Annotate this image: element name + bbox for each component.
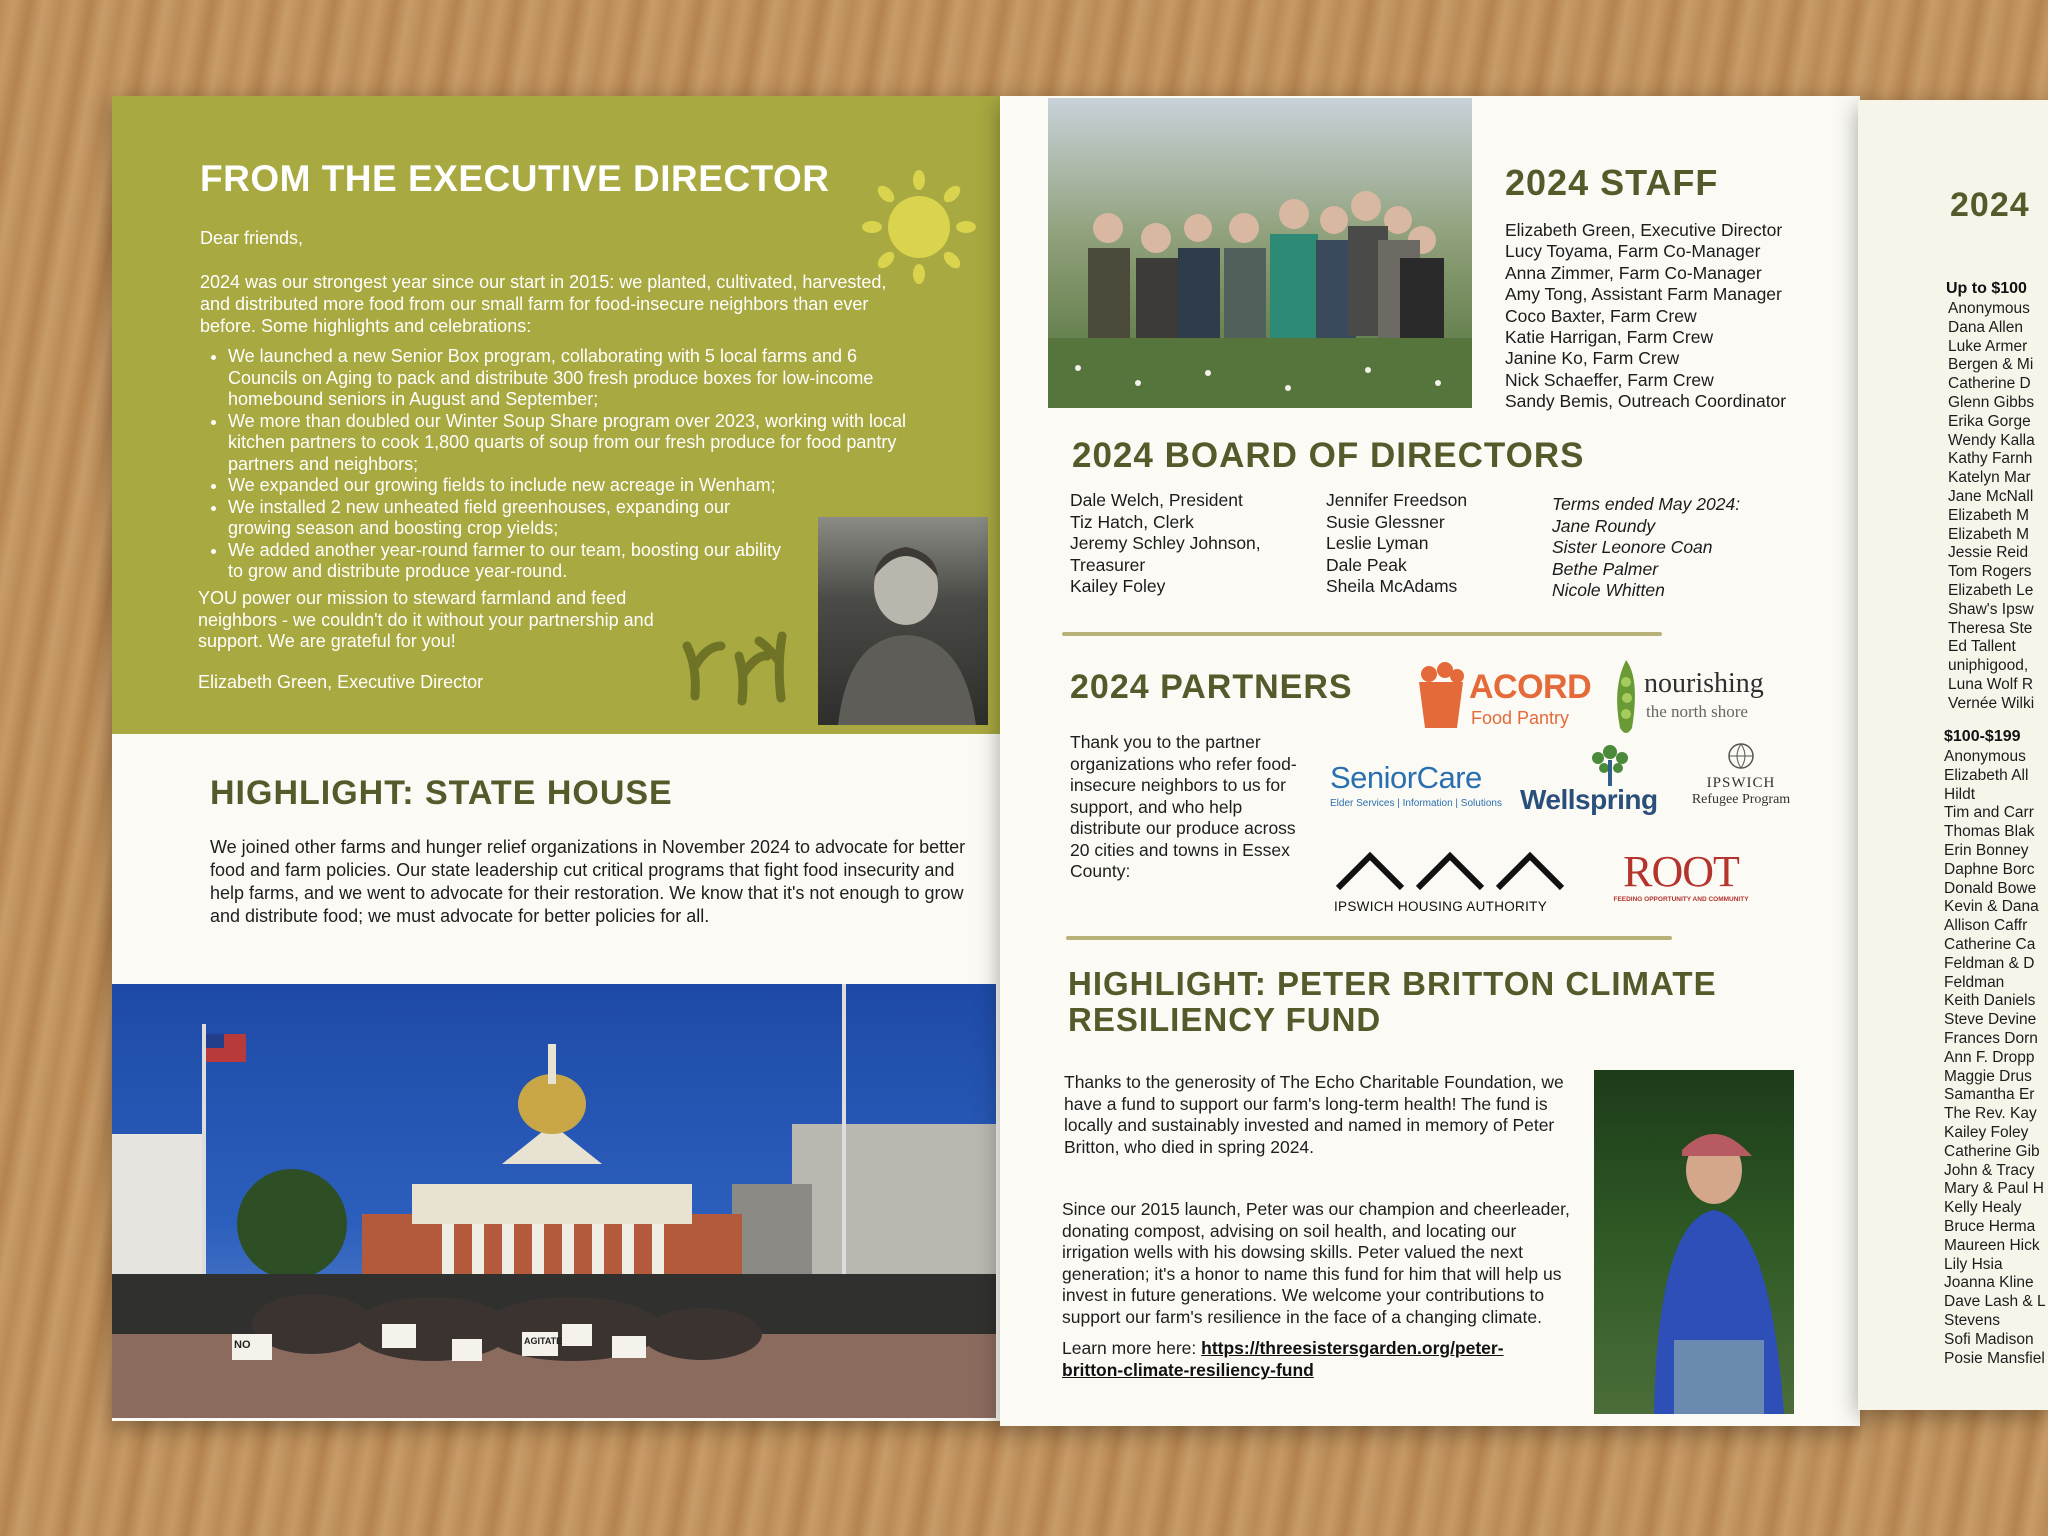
director-greeting: Dear friends,	[200, 228, 304, 248]
board-member: Jennifer Freedson	[1326, 490, 1468, 510]
donor-name: Luke Armer	[1948, 337, 2028, 355]
partners-body: Thank you to the partner organizations who refer food-insecure neighbors to us for support, and who help distribute our produce across 20 cities and towns in Essex County:	[1070, 732, 1297, 881]
highlight-item: • We installed 2 new unheated field greenhouses, expanding our growing season and boosting crop yields;	[228, 497, 768, 540]
staff-member: Nick Schaeffer, Farm Crew	[1505, 369, 1714, 390]
staff-member: Janine Ko, Farm Crew	[1505, 348, 1680, 369]
donor-name: Dave Lash & L	[1944, 1293, 2046, 1311]
donor-name: Catherine Gib	[1944, 1142, 2040, 1160]
acord-logo	[1415, 660, 1592, 736]
donor-name: Maggie Drus	[1944, 1067, 2032, 1085]
state-house-scene	[112, 984, 996, 1418]
donor-name: Elizabeth Le	[1948, 581, 2034, 599]
donor-name: Feldman & D	[1944, 954, 2035, 972]
donor-name: Jane McNall	[1948, 487, 2034, 505]
donor-name: Tim and Carr	[1944, 804, 2034, 822]
donor-name: Elizabeth All	[1944, 766, 2029, 784]
donor-name: Glenn Gibbs	[1948, 393, 2035, 411]
tree-icon	[1588, 740, 1632, 786]
director-title: FROM THE EXECUTIVE DIRECTOR	[200, 158, 830, 199]
donor-name: Anonymous	[1948, 300, 2030, 317]
globe-icon	[1727, 742, 1755, 770]
climate-title	[1068, 966, 1717, 1038]
root-sub: FEEDING OPPORTUNITY AND COMMUNITY	[1613, 896, 1749, 903]
donor-name: Luna Wolf R	[1948, 675, 2034, 693]
donor-name: Sofi Madison	[1944, 1330, 2034, 1348]
board-member: Tiz Hatch, Clerk	[1070, 511, 1194, 532]
donor-name: Stevens	[1944, 1311, 2001, 1329]
donor-name: Bruce Herma	[1944, 1217, 2036, 1235]
portrait-figure	[818, 517, 988, 725]
donor-name: Catherine Ca	[1944, 935, 2036, 953]
donor-name: Tom Rogers	[1948, 563, 2032, 581]
donor-name: John & Tracy	[1944, 1161, 2035, 1179]
staff-member: Elizabeth Green, Executive Director	[1505, 220, 1783, 240]
acord-name: ACORD	[1469, 668, 1592, 706]
board-member: Jeremy Schley Johnson,	[1070, 533, 1261, 553]
donor-name: Catherine D	[1948, 375, 2031, 393]
donor-name: Lily Hsia	[1944, 1255, 2003, 1273]
state-house-title: HIGHLIGHT: STATE HOUSE	[210, 774, 673, 812]
director-signature: Elizabeth Green, Executive Director	[198, 672, 484, 692]
board-member: Dale Peak	[1326, 554, 1407, 575]
donor-name: Keith Daniels	[1944, 992, 2036, 1010]
pea-pod-icon	[1612, 658, 1640, 738]
donor-name: Thomas Blak	[1944, 823, 2035, 841]
board-member: Kailey Foley	[1070, 576, 1166, 596]
donor-name: Anonymous	[1944, 748, 2026, 765]
donor-name: Hildt	[1944, 785, 1976, 803]
executive-director-panel	[112, 96, 1002, 734]
donor-name: Kathy Farnh	[1948, 450, 2033, 468]
state-house-photo	[112, 984, 996, 1418]
donor-name: Kevin & Dana	[1944, 898, 2039, 916]
donor-name: Wendy Kalla	[1948, 431, 2035, 449]
staff-list	[1505, 220, 1786, 413]
donor-name: Feldman	[1944, 973, 2005, 991]
divider	[1062, 632, 1662, 636]
director-closing: YOU power our mission to steward farmland and feed neighbors - we couldn't do it without your partnership and support. We are grateful for you!	[198, 588, 654, 651]
director-intro: 2024 was our strongest year since our start in 2015: we planted, cultivated, harvested, and distributed more food from our small farm for food-insecure neighbors than ever before. Some highlights and celebrations:	[200, 272, 887, 336]
donor-name: uniphigood,	[1948, 657, 2029, 675]
staff-member: Katie Harrigan, Farm Crew	[1505, 327, 1714, 348]
ipswich-refugee-sub: Refugee Program	[1691, 792, 1791, 807]
climate-link-row-2	[1062, 1360, 1314, 1382]
basket-icon	[1415, 660, 1467, 730]
staff-member: Lucy Toyama, Farm Co-Manager	[1505, 241, 1761, 262]
tier1-list	[1948, 300, 2035, 714]
sprouts-icon	[667, 606, 807, 706]
climate-para-1: Thanks to the generosity of The Echo Charitable Foundation, we have a fund to support our farm's long-term health! The fund is locally and sustainably invested and named in memory of Peter Britton, who died in spring 2024.	[1064, 1072, 1564, 1157]
climate-title-line-2: RESILIENCY FUND	[1068, 1001, 1382, 1038]
staff-group	[1048, 98, 1472, 408]
donor-name: Ann F. Dropp	[1944, 1048, 2035, 1066]
nourishing-logo	[1612, 658, 1812, 738]
director-portrait	[818, 517, 988, 725]
donor-name: Mary & Paul H	[1944, 1180, 2044, 1198]
donor-name: Erika Gorge	[1948, 412, 2031, 430]
protest-sign-agitate: AGITATE	[524, 1336, 563, 1346]
ipswich-refugee-name: IPSWICH	[1706, 775, 1776, 791]
terms-ended-label: Terms ended May 2024:	[1552, 494, 1741, 514]
donors-title: 2024	[1950, 186, 2030, 224]
staff-member: Amy Tong, Assistant Farm Manager	[1505, 284, 1782, 305]
donor-page	[1858, 100, 2048, 1410]
highlight-item: • We more than doubled our Winter Soup Share program over 2023, working with local kitchen partners to cook 1,800 quarts of soup from our fresh produce for food pantry partners and neighbors;	[228, 411, 928, 476]
board-col-1	[1070, 490, 1261, 598]
donor-name: Posie Mansfiel	[1944, 1349, 2045, 1367]
donor-name: Vernée Wilki	[1948, 694, 2035, 712]
donor-name: Samantha Er	[1944, 1086, 2035, 1104]
state-house-body: We joined other farms and hunger relief organizations in November 2024 to advocate for better food and farm policies. Our state leadership cut critical programs that fight food insecurity and help farms, and we went to advocate for their restoration. We know that it's not enough to grow and distribute food; we must advocate for better policies for all.	[210, 837, 966, 926]
donor-name: Elizabeth M	[1948, 525, 2029, 543]
former-board-member: Nicole Whitten	[1552, 580, 1665, 600]
staff-photo	[1048, 98, 1472, 408]
board-member: Treasurer	[1070, 554, 1146, 575]
peter-britton-photo	[1594, 1070, 1794, 1414]
donor-name: The Rev. Kay	[1944, 1105, 2037, 1123]
board-col-3	[1552, 494, 1740, 602]
board-title: 2024 BOARD OF DIRECTORS	[1072, 436, 1585, 475]
donor-name: Ed Tallent	[1948, 638, 2016, 656]
climate-link-row	[1062, 1338, 1504, 1360]
peter-figure	[1594, 1070, 1794, 1414]
ipswich-housing-logo	[1334, 848, 1574, 914]
donor-name: Jessie Reid	[1948, 544, 2029, 562]
climate-title-line-1: HIGHLIGHT: PETER BRITTON CLIMATE	[1068, 965, 1717, 1002]
donor-name: Elizabeth M	[1948, 506, 2029, 524]
highlight-item: • We added another year-round farmer to our team, boosting our ability to grow and distribute produce year-round.	[228, 540, 788, 583]
staff-member: Coco Baxter, Farm Crew	[1505, 305, 1697, 326]
ipswich-housing-name: IPSWICH HOUSING AUTHORITY	[1334, 899, 1548, 914]
donor-name: Frances Dorn	[1944, 1029, 2038, 1047]
seniorcare-name: SeniorCare	[1330, 760, 1482, 795]
donor-name: Theresa Ste	[1948, 619, 2033, 637]
donor-name: Shaw's Ipsw	[1948, 600, 2034, 618]
tier2-label: $100-$199	[1944, 728, 2021, 745]
root-logo	[1606, 848, 1756, 903]
staff-member: Anna Zimmer, Farm Co-Manager	[1505, 262, 1762, 283]
former-board-member: Jane Roundy	[1552, 515, 1656, 536]
climate-fund-link-continued[interactable]: britton-climate-resiliency-fund	[1062, 1360, 1314, 1380]
board-member: Dale Welch, President	[1070, 490, 1243, 510]
donor-name: Kailey Foley	[1944, 1123, 2029, 1141]
donor-name: Daphne Borc	[1944, 860, 2035, 878]
donor-name: Bergen & Mi	[1948, 356, 2034, 374]
board-member: Leslie Lyman	[1326, 533, 1429, 553]
donor-name: Joanna Kline	[1944, 1274, 2034, 1292]
board-member: Susie Glessner	[1326, 511, 1445, 532]
donor-name: Steve Devine	[1944, 1011, 2037, 1029]
highlight-item: • We expanded our growing fields to include new acreage in Wenham;	[228, 475, 868, 497]
former-board-member: Sister Leonore Coan	[1552, 537, 1713, 557]
wellspring-name: Wellspring	[1520, 784, 1658, 815]
donor-name: Erin Bonney	[1944, 841, 2029, 859]
root-name: ROOT	[1623, 847, 1739, 896]
tier1-label: Up to $100	[1946, 280, 2027, 297]
right-page	[1000, 96, 1860, 1426]
donor-name: Donald Bowe	[1944, 879, 2037, 897]
donor-name: Allison Caffr	[1944, 917, 2028, 935]
left-page	[112, 96, 1002, 1421]
board-member: Sheila McAdams	[1326, 576, 1458, 596]
learn-more-label: Learn more here:	[1062, 1338, 1197, 1358]
seniorcare-logo	[1330, 760, 1500, 809]
staff-title: 2024 STAFF	[1505, 162, 1719, 203]
donor-name: Kelly Healy	[1944, 1199, 2022, 1217]
donor-name: Maureen Hick	[1944, 1236, 2040, 1254]
rooftops-icon	[1334, 848, 1566, 894]
nourishing-sub: the north shore	[1646, 702, 1748, 721]
tier2-list	[1944, 748, 2046, 1368]
board-col-2	[1326, 490, 1467, 598]
seniorcare-sub: Elder Services | Information | Solutions	[1330, 798, 1502, 809]
ipswich-refugee-logo	[1676, 742, 1806, 808]
nourishing-name: nourishing	[1644, 668, 1764, 699]
donor-name: Katelyn Mar	[1948, 469, 2031, 487]
acord-sub: Food Pantry	[1471, 708, 1570, 728]
former-board-member: Bethe Palmer	[1552, 558, 1659, 579]
sun-icon	[860, 168, 978, 286]
highlight-item: • We launched a new Senior Box program, collaborating with 5 local farms and 6 Councils on Aging to pack and distribute 300 fresh produce boxes for low-income homebound seniors in August and September;	[228, 346, 928, 411]
climate-fund-link[interactable]: https://threesistersgarden.org/peter-	[1201, 1338, 1504, 1358]
protest-sign-no: NO	[234, 1339, 251, 1351]
staff-member: Sandy Bemis, Outreach Coordinator	[1505, 391, 1787, 412]
partners-title: 2024 PARTNERS	[1070, 668, 1353, 706]
divider	[1066, 936, 1672, 940]
donor-name: Dana Allen	[1948, 318, 2023, 336]
wellspring-logo	[1520, 740, 1660, 820]
climate-para-2: Since our 2015 launch, Peter was our champion and cheerleader, donating compost, advising on soil health, and locating our irrigation wells with his dowsing skills. Peter valued the next generation; it's a honor to name this fund for him that will help us invest in future generations. We welcome your contributions to support our farm's resilience in the face of a changing climate.	[1062, 1199, 1570, 1327]
